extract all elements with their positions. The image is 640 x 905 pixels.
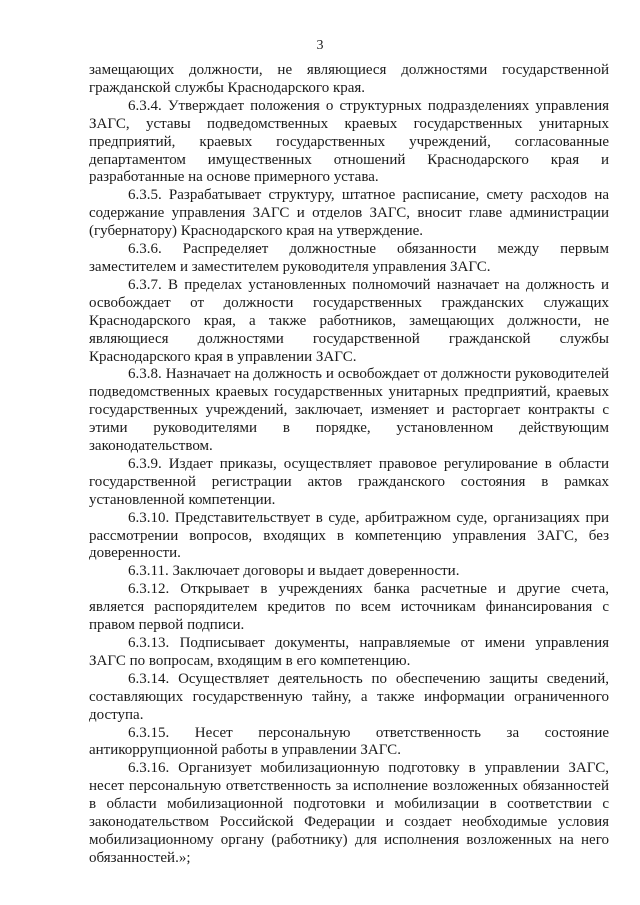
paragraph-6-3-15: 6.3.15. Несет персональную ответственность за состояние антикоррупционной работы в управлении ЗАГС. — [89, 724, 609, 759]
paragraph-6-3-6: 6.3.6. Распределяет должностные обязанности между первым заместителем и заместителем руководителя управления ЗАГС. — [89, 241, 609, 275]
document-body — [89, 62, 609, 868]
paragraph-6-3-10: 6.3.10. Представительствует в суде, арбитражном суде, организациях при рассмотрении вопросов, входящих в компетенцию управления ЗАГС, без доверенности. — [89, 509, 609, 562]
paragraph-6-3-16: 6.3.16. Организует мобилизационную подготовку в управлении ЗАГС, несет персональную ответственность за исполнение возложенных обязанностей в области мобилизационной подготовки и мобилизации в соответствии с законодательством Российской Федерации и создает необходимые условия мобилизационному органу (работнику) для исполнения возложенных на него обязанностей.»; — [89, 760, 609, 866]
paragraph-6-3-9: 6.3.9. Издает приказы, осуществляет правовое регулирование в области государственной регистрации актов гражданского состояния в рамках установленной компетенции. — [89, 455, 609, 508]
paragraph-6-3-13: 6.3.13. Подписывает документы, направляемые от имени управления ЗАГС по вопросам, входящим в его компетенцию. — [89, 635, 609, 669]
paragraph-6-3-8: 6.3.8. Назначает на должность и освобождает от должности руководителей подведомственных краевых государственных унитарных предприятий, краевых государственных учреждений, заключает, изменяет и расторгает контракты с этими руководителями в порядке, установленном действующим законодательством. — [89, 366, 609, 455]
page-number: 3 — [316, 38, 324, 53]
paragraph-6-3-14: 6.3.14. Осуществляет деятельность по обеспечению защиты сведений, составляющих государственную тайну, а также информации ограниченного доступа. — [89, 670, 609, 723]
paragraph-6-3-5: 6.3.5. Разрабатывает структуру, штатное расписание, смету расходов на содержание управления ЗАГС и отделов ЗАГС, вносит главе администрации (губернатору) Краснодарского края на утверждение. — [89, 187, 609, 240]
paragraph-6-3-7: 6.3.7. В пределах установленных полномочий назначает на должность и освобождает от должности государственных гражданских служащих Краснодарского края, а также работников, замещающих должности, не являющиеся должностями государственной гражданской службы Краснодарского края в управлении ЗАГС. — [89, 276, 609, 365]
paragraph-6-3-4: 6.3.4. Утверждает положения о структурных подразделениях управления ЗАГС, уставы подведомственных краевых государственных унитарных предприятий, краевых государственных учреждений, согласованные департаментом имущественных отношений Краснодарского края и разработанные на основе примерного устава. — [89, 97, 609, 186]
paragraph-continuation: замещающих должности, не являющиеся должностями государственной гражданской службы Краснодарского края. — [89, 62, 609, 96]
paragraph-6-3-12: 6.3.12. Открывает в учреждениях банка расчетные и другие счета, является распорядителем кредитов по всем источникам финансирования с правом первой подписи. — [89, 581, 609, 634]
paragraph-6-3-11: 6.3.11. Заключает договоры и выдает доверенности. — [128, 563, 460, 580]
